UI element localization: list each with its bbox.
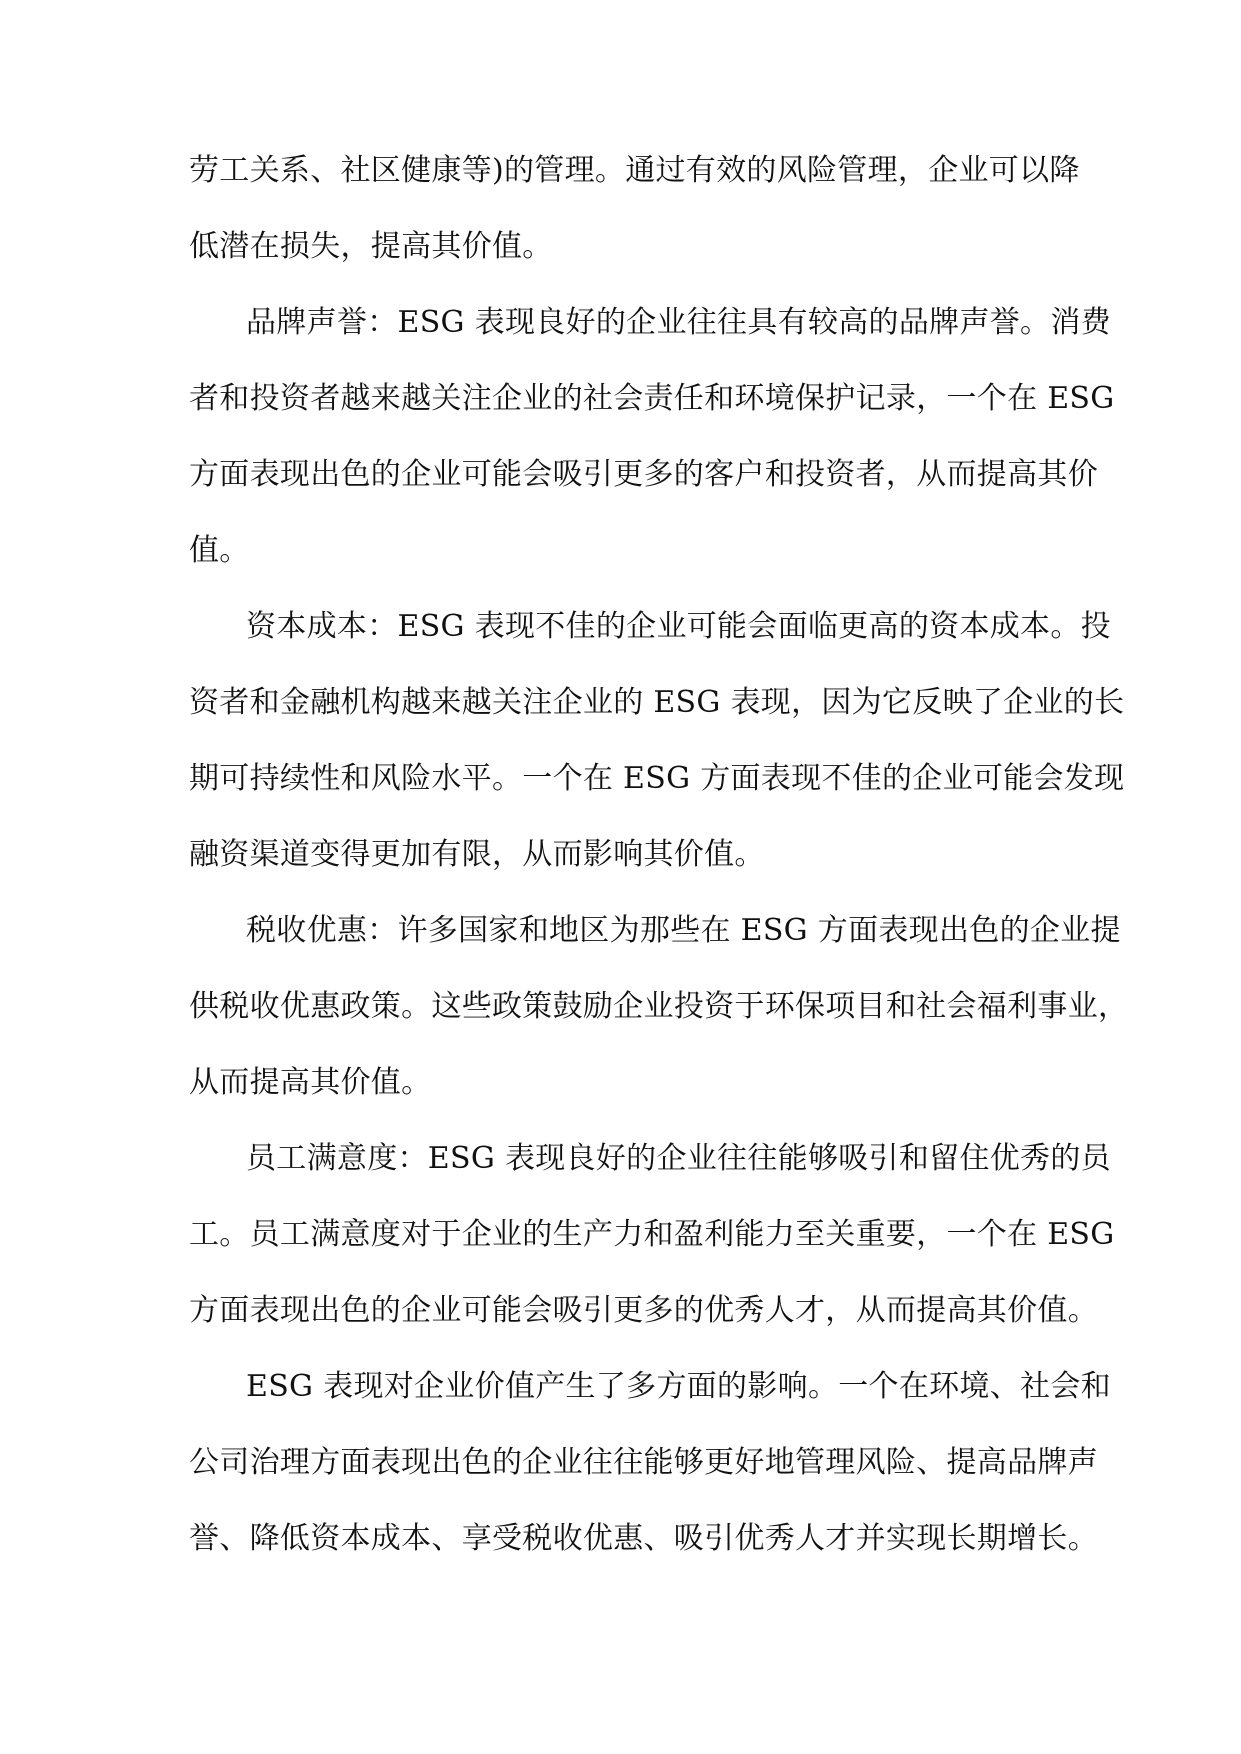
text-line: 低潜在损失，提高其价值。 [189,229,553,264]
text-line: 值。 [189,533,250,568]
text-line: 誉、降低资本成本、享受税收优惠、吸引优秀人才并实现长期增长。 [189,1521,1098,1556]
text-line: 公司治理方面表现出色的企业往往能够更好地管理风险、提高品牌声 [189,1445,1098,1480]
text-line: 方面表现出色的企业可能会吸引更多的客户和投资者，从而提高其价 [189,457,1098,492]
text-line: 资者和金融机构越来越关注企业的 ESG 表现，因为它反映了企业的长 [189,685,1125,720]
paragraph-first-line: 资本成本：ESG 表现不佳的企业可能会面临更高的资本成本。投 [246,609,1111,644]
text-line: 从而提高其价值。 [189,1065,432,1100]
text-line: 工。员工满意度对于企业的生产力和盈利能力至关重要，一个在 ESG [189,1217,1115,1252]
text-line: 者和投资者越来越关注企业的社会责任和环境保护记录，一个在 ESG [189,381,1115,416]
paragraph-first-line: 税收优惠：许多国家和地区为那些在 ESG 方面表现出色的企业提 [246,913,1121,948]
paragraph-first-line: 品牌声誉：ESG 表现良好的企业往往具有较高的品牌声誉。消费 [246,305,1111,340]
text-line: 劳工关系、社区健康等)的管理。通过有效的风险管理，企业可以降 [189,153,1080,188]
paragraph-first-line: ESG 表现对企业价值产生了多方面的影响。一个在环境、社会和 [246,1369,1111,1404]
text-line: 融资渠道变得更加有限，从而影响其价值。 [189,837,765,872]
text-line: 供税收优惠政策。这些政策鼓励企业投资于环保项目和社会福利事业， [189,989,1129,1024]
paragraph-first-line: 员工满意度：ESG 表现良好的企业往往能够吸引和留住优秀的员 [246,1141,1111,1176]
text-line: 方面表现出色的企业可能会吸引更多的优秀人才，从而提高其价值。 [189,1293,1098,1328]
text-line: 期可持续性和风险水平。一个在 ESG 方面表现不佳的企业可能会发现 [189,761,1125,796]
